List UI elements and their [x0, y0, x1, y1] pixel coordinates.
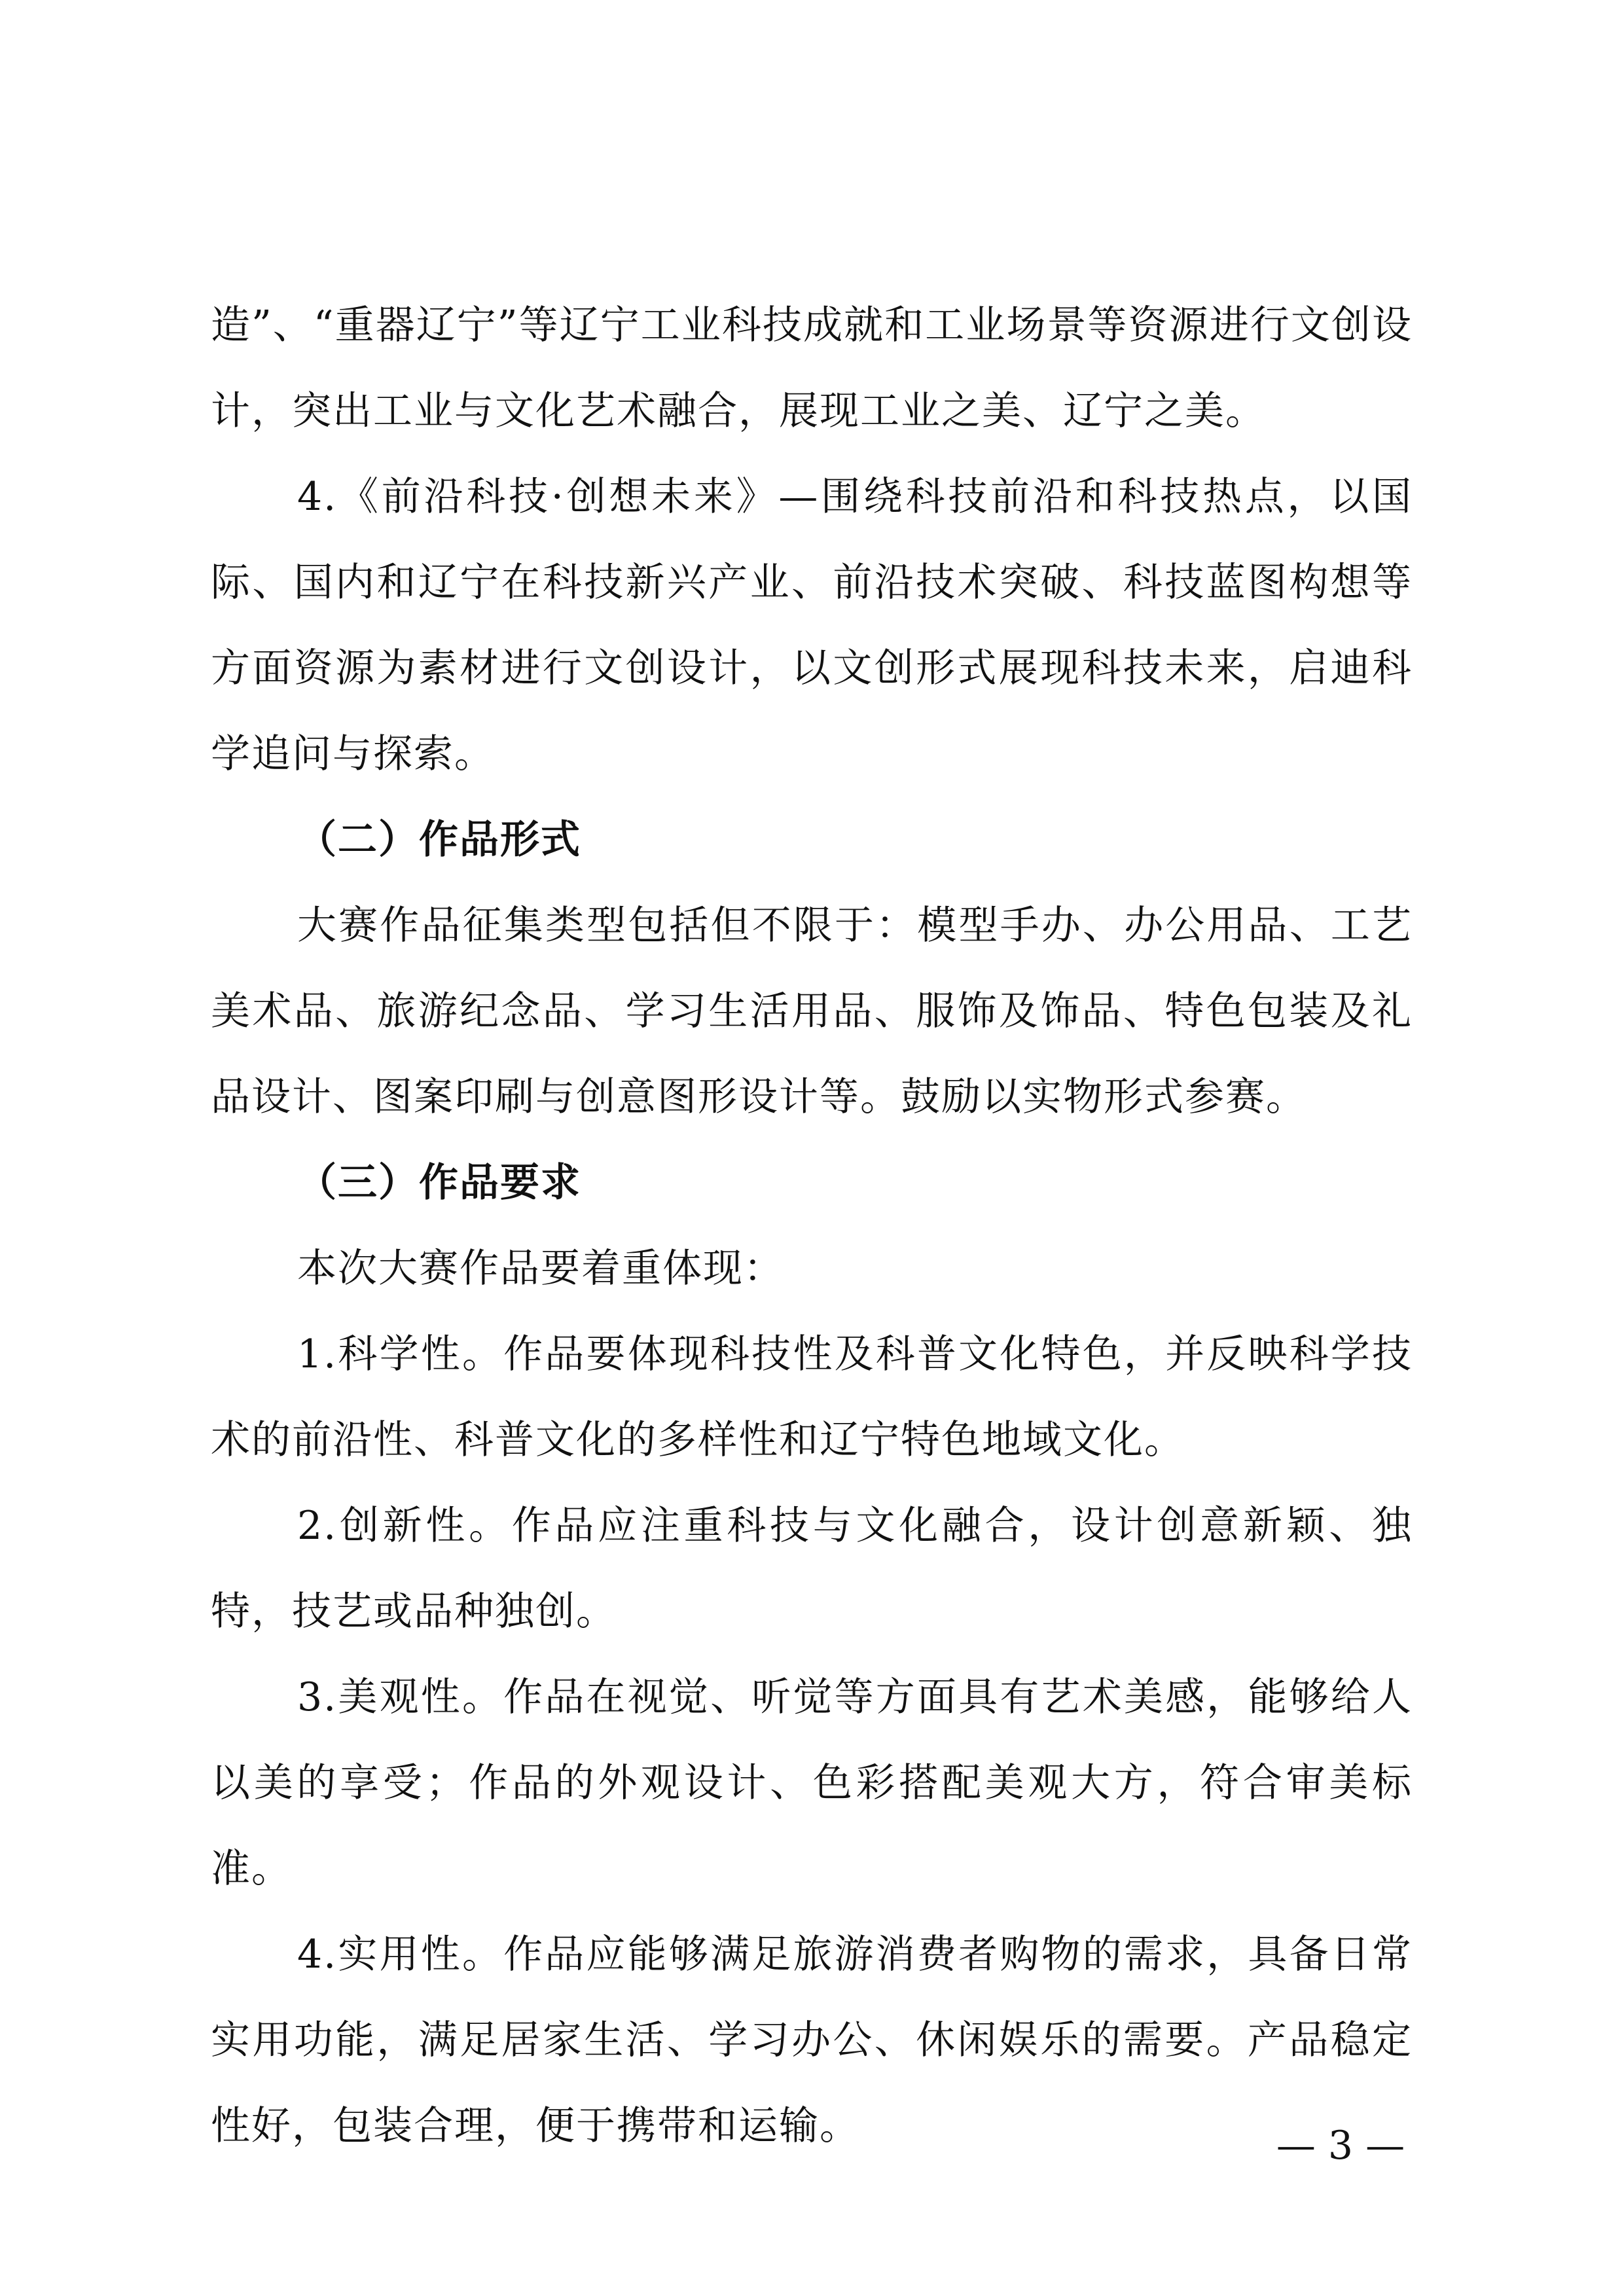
page-number: — 3 — [1276, 2123, 1405, 2169]
paragraph-practical: 4.实用性。作品应能够满足旅游消费者购物的需求，具备日常实用功能，满足居家生活、学习办公、休闲娱乐的需要。产品稳定性好，包装合理，便于携带和运输。 [211, 1932, 1413, 2149]
paragraph-frontier-tech: 4.《前沿科技·创想未来》—围绕科技前沿和科技热点，以国际、国内和辽宁在科技新兴产业、前沿技术突破、科技蓝图构想等方面资源为素材进行文创设计，以文创形式展现科技未来，启迪科学追问与探索。 [211, 474, 1413, 777]
paragraph-aesthetic: 3.美观性。作品在视觉、听觉等方面具有艺术美感，能够给人以美的享受；作品的外观设计、色彩搭配美观大方，符合审美标准。 [211, 1674, 1413, 1892]
section-heading-work-requirements: （三）作品要求 [297, 1160, 581, 1206]
paragraph-scientific: 1.科学性。作品要体现科技性及科普文化特色，并反映科学技术的前沿性、科普文化的多样性和辽宁特色地域文化。 [211, 1331, 1413, 1463]
paragraph-industrial-heritage: 造”、“重器辽宁”等辽宁工业科技成就和工业场景等资源进行文创设计，突出工业与文化艺术融合，展现工业之美、辽宁之美。 [211, 302, 1413, 434]
body-text [211, 283, 1413, 2169]
paragraph-requirements-intro: 本次大赛作品要着重体现： [297, 1246, 784, 1291]
paragraph-work-types: 大赛作品征集类型包括但不限于：模型手办、办公用品、工艺美术品、旅游纪念品、学习生活用品、服饰及饰品、特色包装及礼品设计、图案印刷与创意图形设计等。鼓励以实物形式参赛。 [211, 903, 1413, 1120]
section-heading-work-form: （二）作品形式 [297, 817, 581, 863]
paragraph-innovative: 2.创新性。作品应注重科技与文化融合，设计创意新颖、独特，技艺或品种独创。 [211, 1503, 1413, 1634]
